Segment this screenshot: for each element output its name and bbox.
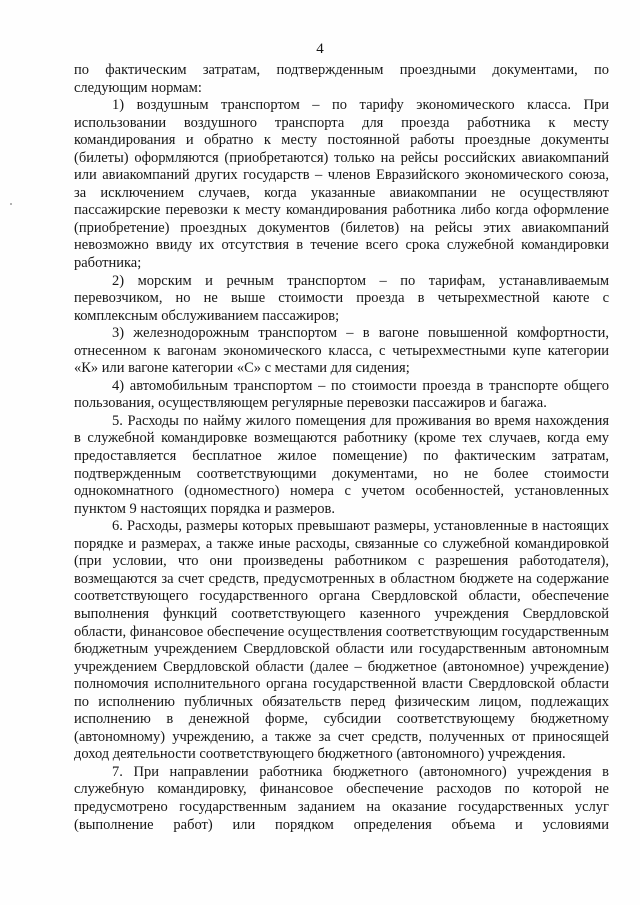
document-body [74,62,609,834]
paragraph-sea-river-transport: 2) морским и речным транспортом – по тарифам, устанавливаемым перевозчиком, но не выше стоимости проезда в четырехместной каюте с комплексным обслуживанием пассажиров; [74,272,609,324]
page-number: 4 [316,41,324,57]
paragraph-air-transport: 1) воздушным транспортом – по тарифу экономического класса. При использовании воздушного транспорта для проезда работника к месту командирования и обратно к месту постоянной работы проездные документы (билеты) оформляются (приобретаются) только на рейсы российских авиакомпаний или авиакомпаний других государств – членов Евразийского экономического союза, за исключением случаев, когда указанные авиакомпании не осуществляют пассажирские перевозки к месту командирования работника либо когда оформление (приобретение) проездных документов (билетов) на рейсы этих авиакомпаний невозможно ввиду их отсутствия в течение всего срока служебной командировки работника; [74,97,609,272]
paragraph-rail-transport: 3) железнодорожным транспортом – в вагоне повышенной комфортности, отнесенном к вагонам экономического класса, с четырехместными купе категории «К» или вагоне категории «С» с местами для сидения; [74,325,609,377]
scan-speck [10,203,12,205]
paragraph-item-7-institution: 7. При направлении работника бюджетного (автономного) учреждения в служебную командировку, финансовое обеспечение расходов по которой не предусмотрено государственным заданием на оказание государственных услуг (выполнение работ) или порядком определения объема и условиями [74,763,609,833]
paragraph-road-transport: 4) автомобильным транспортом – по стоимости проезда в транспорте общего пользования, осуществляющем регулярные перевозки пассажиров и багажа. [74,377,609,412]
paragraph-item-5-housing: 5. Расходы по найму жилого помещения для проживания во время нахождения в служебной командировке возмещаются работнику (кроме тех случаев, когда ему предоставляется бесплатное жилое помещение) по фактическим затратам, подтвержденным соответствующими документами, но не более стоимости однокомнатного (одноместного) номера с учетом особенностей, установленных пунктом 9 настоящих порядка и размеров. [74,412,609,517]
paragraph-item-6-expenses: 6. Расходы, размеры которых превышают размеры, установленные в настоящих порядке и размерах, а также иные расходы, связанные со служебной командировкой (при условии, что они произведены работником с разрешения работодателя), возмещаются за счет средств, предусмотренных в областном бюджете на содержание соответствующего государственного органа Свердловской области, обеспечение выполнения функций соответствующего казенного учреждения Свердловской области, финансовое обеспечение осуществления соответствующим государственным бюджетным учреждением Свердловской области или государственным автономным учреждением Свердловской области (далее – бюджетное (автономное) учреждение) полномочия исполнительного органа государственной власти Свердловской области по исполнению публичных обязательств перед физическим лицом, подлежащих исполнению в денежной форме, субсидии соответствующему бюджетному (автономному) учреждению, а также за счет средств, полученных от приносящей доход деятельности соответствующего бюджетного (автономного) учреждения. [74,518,609,763]
paragraph-continuation: по фактическим затратам, подтвержденным проездными документами, по следующим нормам: [74,62,609,96]
